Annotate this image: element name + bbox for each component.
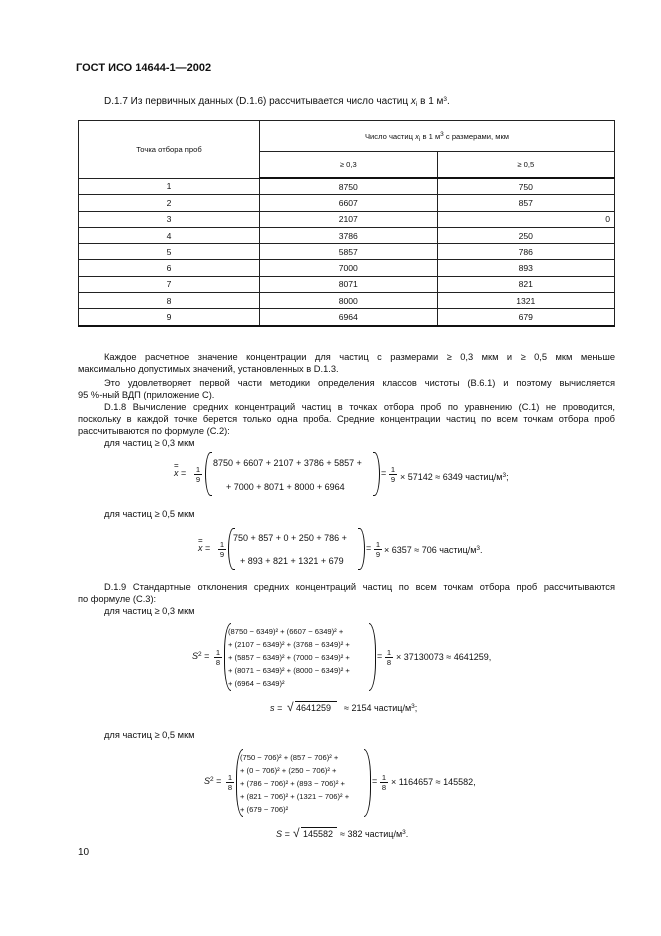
label-for-03: для частиц ≥ 0,3 мкм bbox=[104, 438, 195, 448]
label-for-05-b: для частиц ≥ 0,5 мкм bbox=[104, 730, 195, 740]
page-number: 10 bbox=[78, 847, 90, 858]
col-header-03: ≥ 0,3 bbox=[260, 152, 438, 179]
table-row: 5 5857 786 bbox=[79, 244, 615, 260]
para-3-line-2: поскольку в каждой точке берется только одна проба. Средние концентрации частиц по всем точкам отбора проб bbox=[78, 414, 615, 424]
table-row: 9 6964 679 bbox=[79, 309, 615, 326]
para-2-line-2: 95 %-ный ВДП (приложение С). bbox=[78, 390, 215, 400]
para-1-line-1: Каждое расчетное значение концентрации для частиц с размерами ≥ 0,3 мкм и ≥ 0,5 мкм меньше bbox=[104, 352, 615, 362]
table-row: 2 6607 857 bbox=[79, 195, 615, 211]
col-header-05: ≥ 0,5 bbox=[437, 152, 615, 179]
table-row: 6 7000 893 bbox=[79, 260, 615, 276]
table-row: 7 8071 821 bbox=[79, 276, 615, 292]
document-header: ГОСТ ИСО 14644-1—2002 bbox=[76, 62, 212, 74]
col-header-point: Точка отбора проб bbox=[79, 121, 260, 179]
table-row: 1 8750 750 bbox=[79, 178, 615, 195]
table-row: 3 2107 0 bbox=[79, 211, 615, 227]
label-for-05: для частиц ≥ 0,5 мкм bbox=[104, 509, 195, 519]
para-2-line-1: Это удовлетворяет первой части методики определения классов чистоты (B.6.1) и поэтому вычисляется bbox=[104, 378, 615, 388]
section-d17: D.1.7 Из первичных данных (D.1.6) рассчитывается число частиц $x_i$ в 1 $м^3$. bbox=[104, 96, 450, 108]
particle-count-table bbox=[78, 120, 615, 327]
table-row: 4 3786 250 bbox=[79, 227, 615, 243]
para-1-line-2: максимально допустимых значений, установленных в D.1.3. bbox=[78, 364, 339, 374]
para-4-line-2: по формуле (С.3): bbox=[78, 594, 157, 604]
label-for-03-b: для частиц ≥ 0,3 мкм bbox=[104, 606, 195, 616]
para-4-line-1: D.1.9 Стандартные отклонения средних концентраций частиц по всем точкам отбора проб рассчитываются bbox=[104, 582, 615, 592]
para-3-line-3: рассчитываются по формуле (С.2): bbox=[78, 426, 230, 436]
para-3-line-1: D.1.8 Вычисление средних концентраций частиц в точках отбора проб по уравнению (С.1) не проводится, bbox=[104, 402, 615, 412]
table-row: 8 8000 1321 bbox=[79, 293, 615, 309]
col-header-group: Число частиц $x_i$ в 1 $м^3$ с размерами, мкм bbox=[260, 121, 615, 152]
